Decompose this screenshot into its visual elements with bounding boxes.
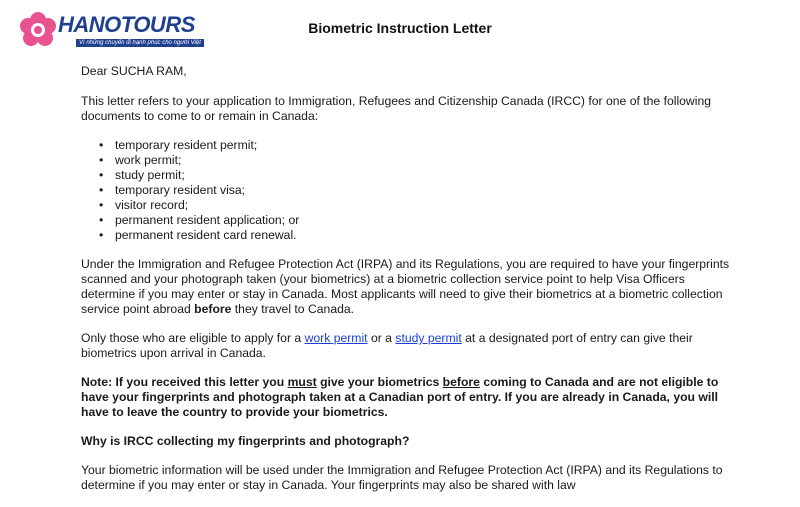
note-b: give your biometrics — [320, 375, 440, 389]
biometric-use-paragraph: Your biometric information will be used under the Immigration and Refugee Protection Act (IRPA) and its Regulations to determine if you may enter or stay in Canada. Your fingerprints may also be shared with law — [81, 463, 723, 492]
emphasis-before: before — [194, 302, 232, 316]
section-heading-why: Why is IRCC collecting my fingerprints and photograph? — [81, 434, 410, 448]
letter-body — [81, 64, 731, 507]
list-item: • permanent resident card renewal. — [99, 228, 731, 243]
list-item: • temporary resident permit; — [99, 138, 731, 153]
list-item: • study permit; — [99, 168, 731, 183]
intro-paragraph: This letter refers to your application to Immigration, Refugees and Citizenship Canada (IRCC) for one of the following documents to come to or remain in Canada: — [81, 94, 711, 123]
list-item: • permanent resident application; or — [99, 213, 731, 228]
eligibility-paragraph — [81, 331, 731, 361]
note-c: coming to Canada and are not eligible to have your fingerprints and photograph taken at a Canadian port of entry. If you are already in Canada, you will have to leave the country to provide your biometrics. — [81, 375, 719, 419]
document-list — [81, 138, 731, 243]
eligibility-start: Only those who are eligible to apply for a — [81, 331, 302, 345]
list-item: • visitor record; — [99, 198, 731, 213]
list-item: • work permit; — [99, 153, 731, 168]
greeting: Dear SUCHA RAM, — [81, 64, 187, 78]
irpa-tail: they travel to Canada. — [234, 302, 355, 316]
note-must: must — [287, 375, 317, 389]
study-permit-link[interactable]: study permit — [395, 331, 462, 345]
eligibility-end: at a designated port of entry can give their biometrics upon arrival in Canada. — [81, 331, 693, 360]
list-item: • temporary resident visa; — [99, 183, 731, 198]
note-before: before — [442, 375, 480, 389]
letter-title: Biometric Instruction Letter — [308, 20, 492, 36]
note-paragraph — [81, 375, 731, 420]
logo-wordmark: HANOTOURS — [58, 12, 195, 37]
work-permit-link[interactable]: work permit — [304, 331, 368, 345]
irpa-paragraph — [81, 257, 731, 317]
irpa-text: Under the Immigration and Refugee Protection Act (IRPA) and its Regulations, you are required to have your fingerprints scanned and your photograph taken (your biometrics) at a biometric collection service point to help Visa Officers determine if you may enter or stay in Canada. Most applicants will need to give their biometrics at a biometric collection service point abroad — [81, 257, 730, 316]
eligibility-or: or a — [370, 331, 392, 345]
logo-tagline: Vì những chuyến đi hạnh phúc cho người Việt — [76, 39, 204, 47]
note-a: Note: If you received this letter you — [81, 375, 285, 389]
